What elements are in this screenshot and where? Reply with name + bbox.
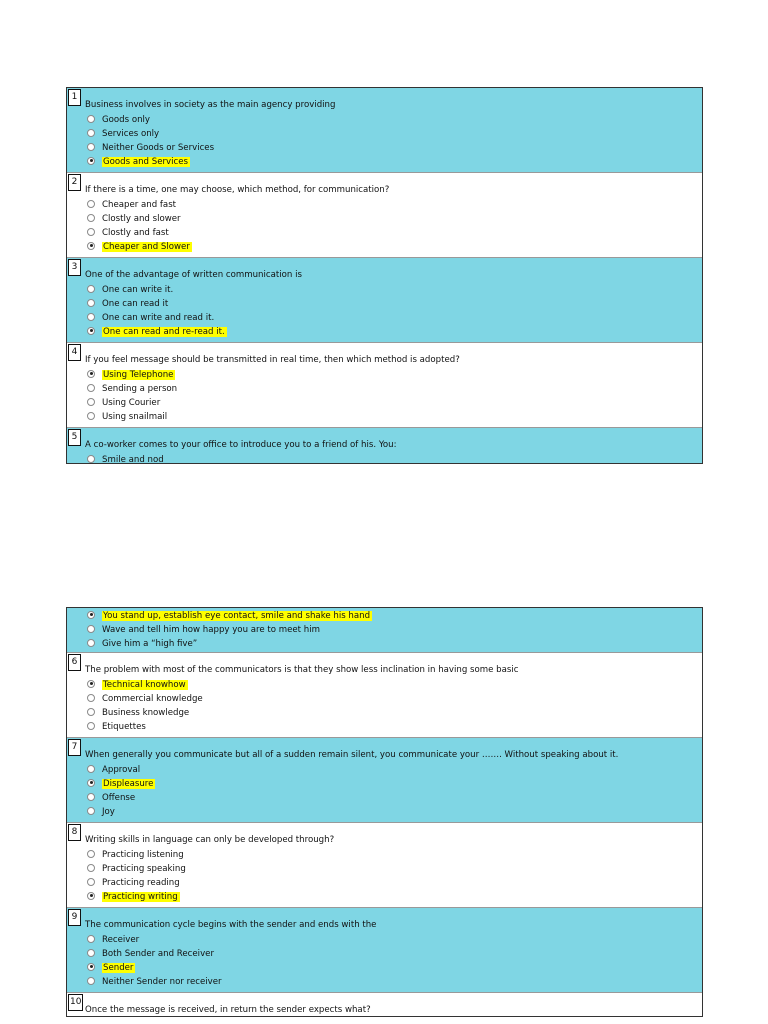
radio-button[interactable] bbox=[87, 864, 95, 872]
radio-button-selected[interactable] bbox=[87, 779, 95, 787]
answer-option[interactable] bbox=[87, 609, 372, 623]
selected-answer-label: One can read and re-read it. bbox=[103, 327, 225, 337]
answer-option[interactable] bbox=[87, 198, 176, 212]
answer-label: Services only bbox=[102, 129, 160, 139]
answer-label: Neither Goods or Services bbox=[102, 143, 215, 153]
answer-label: Cheaper and fast bbox=[102, 200, 177, 210]
answer-option[interactable] bbox=[87, 947, 214, 961]
radio-button[interactable] bbox=[87, 977, 95, 985]
answer-option[interactable] bbox=[87, 933, 139, 947]
selected-answer-label: Goods and Services bbox=[103, 157, 188, 167]
radio-button[interactable] bbox=[87, 228, 95, 236]
radio-button[interactable] bbox=[87, 313, 95, 321]
answer-label: Receiver bbox=[102, 935, 140, 945]
radio-button-selected[interactable] bbox=[87, 157, 95, 165]
question-text: One of the advantage of written communication is bbox=[85, 270, 302, 280]
answer-option[interactable] bbox=[87, 240, 192, 254]
answer-option[interactable] bbox=[87, 127, 159, 141]
answer-option[interactable] bbox=[87, 453, 164, 464]
question-text: The communication cycle begins with the sender and ends with the bbox=[85, 920, 377, 930]
answer-option[interactable] bbox=[87, 805, 115, 819]
question-number: 4 bbox=[68, 344, 81, 361]
question-block bbox=[67, 738, 702, 823]
radio-button[interactable] bbox=[87, 793, 95, 801]
question-number: 2 bbox=[68, 174, 81, 191]
answer-label: Give him a “high five” bbox=[102, 639, 198, 649]
quiz-page-1 bbox=[66, 87, 703, 464]
question-number: 3 bbox=[68, 259, 81, 276]
answer-label: Both Sender and Receiver bbox=[102, 949, 214, 959]
answer-label: Goods only bbox=[102, 115, 151, 125]
answer-label: Joy bbox=[102, 807, 115, 817]
radio-button[interactable] bbox=[87, 299, 95, 307]
quiz-page-2 bbox=[66, 607, 703, 1017]
question-number: 7 bbox=[68, 739, 81, 756]
radio-button-selected[interactable] bbox=[87, 242, 95, 250]
question-number: 1 bbox=[68, 89, 81, 106]
answer-option[interactable] bbox=[87, 155, 190, 169]
answer-label: One can write and read it. bbox=[102, 313, 215, 323]
radio-button-selected[interactable] bbox=[87, 611, 95, 619]
question-block bbox=[67, 428, 702, 464]
selected-answer-label: Sender bbox=[103, 963, 134, 973]
answer-label: One can write it. bbox=[102, 285, 174, 295]
radio-button[interactable] bbox=[87, 708, 95, 716]
radio-button-selected[interactable] bbox=[87, 327, 95, 335]
answer-label: Business knowledge bbox=[102, 708, 190, 718]
answer-option[interactable] bbox=[87, 382, 177, 396]
radio-button[interactable] bbox=[87, 143, 95, 151]
answer-option[interactable] bbox=[87, 212, 181, 226]
answer-label: Practicing speaking bbox=[102, 864, 186, 874]
answer-option[interactable] bbox=[87, 226, 169, 240]
answer-label: Neither Sender nor receiver bbox=[102, 977, 222, 987]
radio-button[interactable] bbox=[87, 214, 95, 222]
question-text: A co-worker comes to your office to introduce you to a friend of his. You: bbox=[85, 440, 397, 450]
answer-option[interactable] bbox=[87, 368, 175, 382]
question-text: Writing skills in language can only be developed through? bbox=[85, 835, 335, 845]
radio-button-selected[interactable] bbox=[87, 892, 95, 900]
radio-button[interactable] bbox=[87, 115, 95, 123]
question-block bbox=[67, 258, 702, 343]
answer-label: Approval bbox=[102, 765, 141, 775]
answer-option[interactable] bbox=[87, 890, 180, 904]
answer-label: Clostly and slower bbox=[102, 214, 181, 224]
answer-option[interactable] bbox=[87, 678, 188, 692]
radio-button[interactable] bbox=[87, 398, 95, 406]
answer-option[interactable] bbox=[87, 325, 227, 339]
answer-label: Offense bbox=[102, 793, 136, 803]
question-text: If there is a time, one may choose, which method, for communication? bbox=[85, 185, 390, 195]
answer-option[interactable] bbox=[87, 113, 150, 127]
question-block bbox=[67, 653, 702, 738]
radio-button[interactable] bbox=[87, 129, 95, 137]
question-block bbox=[67, 343, 702, 428]
answer-option[interactable] bbox=[87, 637, 197, 651]
question-number: 5 bbox=[68, 429, 81, 446]
radio-button[interactable] bbox=[87, 625, 95, 633]
answer-option[interactable] bbox=[87, 720, 146, 734]
radio-button-selected[interactable] bbox=[87, 680, 95, 688]
selected-answer-label: Displeasure bbox=[103, 779, 154, 789]
answer-label: Wave and tell him how happy you are to meet him bbox=[102, 625, 320, 635]
answer-label: Commercial knowledge bbox=[102, 694, 203, 704]
selected-answer-label: Cheaper and Slower bbox=[103, 242, 190, 252]
answer-option[interactable] bbox=[87, 862, 186, 876]
answer-option[interactable] bbox=[87, 311, 214, 325]
answer-option[interactable] bbox=[87, 706, 189, 720]
radio-button[interactable] bbox=[87, 384, 95, 392]
question-block bbox=[67, 173, 702, 258]
question-block bbox=[67, 88, 702, 173]
question-number: 6 bbox=[68, 654, 81, 671]
radio-button[interactable] bbox=[87, 949, 95, 957]
answer-option[interactable] bbox=[87, 297, 168, 311]
answer-label: Practicing listening bbox=[102, 850, 184, 860]
answer-option[interactable] bbox=[87, 283, 173, 297]
selected-answer-label: Technical knowhow bbox=[103, 680, 186, 690]
radio-button-selected[interactable] bbox=[87, 370, 95, 378]
question-text: The problem with most of the communicators is that they show less inclination in having some basic bbox=[85, 665, 519, 675]
answer-label: Etiquettes bbox=[102, 722, 146, 732]
answer-option[interactable] bbox=[87, 848, 184, 862]
answer-label: Clostly and fast bbox=[102, 228, 169, 238]
radio-button[interactable] bbox=[87, 722, 95, 730]
answer-option[interactable] bbox=[87, 975, 222, 989]
answer-option[interactable] bbox=[87, 777, 155, 791]
radio-button[interactable] bbox=[87, 878, 95, 886]
radio-button[interactable] bbox=[87, 200, 95, 208]
question-number: 10 bbox=[68, 994, 83, 1011]
answer-option[interactable] bbox=[87, 876, 180, 890]
answer-label: Using Courier bbox=[102, 398, 161, 408]
answer-option[interactable] bbox=[87, 961, 135, 975]
question-text: Business involves in society as the main agency providing bbox=[85, 100, 336, 110]
answer-option[interactable] bbox=[87, 623, 320, 637]
radio-button-selected[interactable] bbox=[87, 963, 95, 971]
answer-option[interactable] bbox=[87, 692, 203, 706]
question-text: When generally you communicate but all of a sudden remain silent, you communicate your ……. Without speaking about it. bbox=[85, 750, 619, 760]
question-text: Once the message is received, in return the sender expects what? bbox=[85, 1005, 371, 1015]
answer-option[interactable] bbox=[87, 396, 160, 410]
radio-button[interactable] bbox=[87, 694, 95, 702]
selected-answer-label: Practicing writing bbox=[103, 892, 178, 902]
answer-label: Using snailmail bbox=[102, 412, 168, 422]
radio-button[interactable] bbox=[87, 412, 95, 420]
question-number: 8 bbox=[68, 824, 81, 841]
question-text: If you feel message should be transmitted in real time, then which method is adopted? bbox=[85, 355, 460, 365]
radio-button[interactable] bbox=[87, 455, 95, 463]
answer-option[interactable] bbox=[87, 791, 135, 805]
answer-option[interactable] bbox=[87, 141, 214, 155]
radio-button[interactable] bbox=[87, 285, 95, 293]
radio-button[interactable] bbox=[87, 807, 95, 815]
question-block bbox=[67, 993, 702, 1017]
question-block bbox=[67, 823, 702, 908]
answer-label: One can read it bbox=[102, 299, 169, 309]
answer-option[interactable] bbox=[87, 763, 140, 777]
radio-button[interactable] bbox=[87, 935, 95, 943]
selected-answer-label: You stand up, establish eye contact, smile and shake his hand bbox=[103, 611, 371, 621]
answer-label: Practicing reading bbox=[102, 878, 180, 888]
answer-label: Smile and nod bbox=[102, 455, 164, 464]
radio-button[interactable] bbox=[87, 765, 95, 773]
answer-label: Sending a person bbox=[102, 384, 178, 394]
question-continuation-block bbox=[67, 608, 702, 653]
question-number: 9 bbox=[68, 909, 81, 926]
radio-button[interactable] bbox=[87, 639, 95, 647]
selected-answer-label: Using Telephone bbox=[103, 370, 174, 380]
radio-button[interactable] bbox=[87, 850, 95, 858]
question-block bbox=[67, 908, 702, 993]
answer-option[interactable] bbox=[87, 410, 167, 424]
